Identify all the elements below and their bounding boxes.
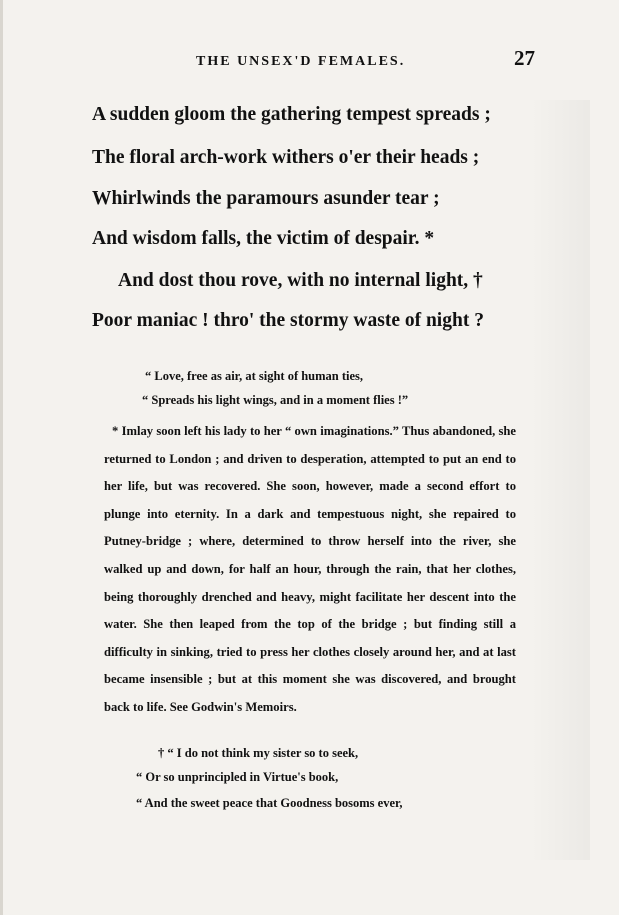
footnote <box>104 418 516 722</box>
quotation-line: † “ I do not think my sister so to seek, <box>158 746 359 760</box>
quotation-line: “ Or so unprincipled in Virtue's book, <box>136 770 339 784</box>
quotation-line: “ Love, free as air, at sight of human ties, <box>145 369 364 383</box>
page-header <box>0 44 619 74</box>
quotation-line: “ And the sweet peace that Goodness bosoms ever, <box>136 796 403 810</box>
verse-line: Poor maniac ! thro' the stormy waste of night ? <box>92 310 484 331</box>
verse-line: A sudden gloom the gathering tempest spreads ; <box>92 104 491 125</box>
running-title: THE UNSEX'D FEMALES. <box>196 54 406 69</box>
footnote-text: * Imlay soon left his lady to her “ own imaginations.” Thus abandoned, she returned to London ; and driven to desperation, attempted to put an end to her life, but was recovered. She soon, however, made a second effort to plunge into eternity. In a dark and tempestuous night, she repaired to Putney-bridge ; where, determined to throw herself into the river, she walked up and down, for half an hour, through the rain, that her clothes, being thoroughly drenched and heavy, might facilitate her descent into the water. She then leaped from the top of the bridge ; but finding still a difficulty in sinking, tried to press her clothes closely around her, and at last became insensible ; but at this moment she was discovered, and brought back to life. See Godwin's Memoirs. <box>104 424 516 714</box>
show-through-texture <box>530 100 590 860</box>
verse-line: Whirlwinds the paramours asunder tear ; <box>92 188 440 209</box>
verse-line: The floral arch-work withers o'er their heads ; <box>92 147 480 168</box>
page-number: 27 <box>514 46 535 70</box>
verse-line: And dost thou rove, with no internal light, † <box>118 270 483 291</box>
verse-line: And wisdom falls, the victim of despair. * <box>92 228 435 249</box>
quotation-line: “ Spreads his light wings, and in a moment flies !” <box>142 393 409 407</box>
